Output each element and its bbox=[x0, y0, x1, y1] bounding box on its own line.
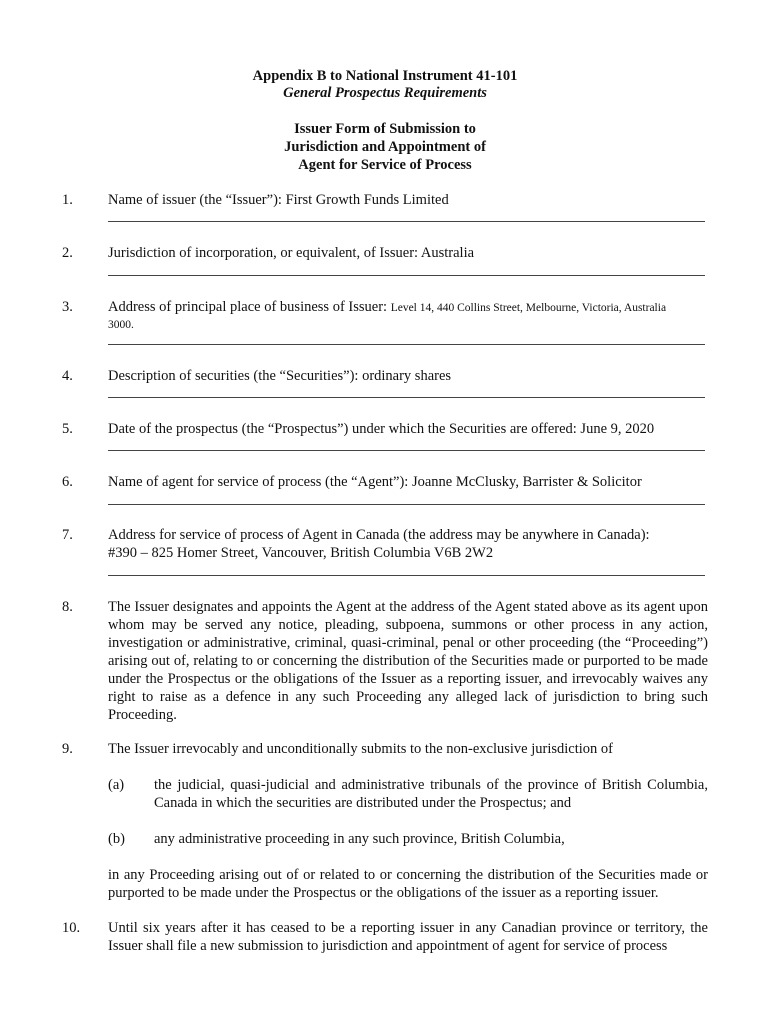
item-label: Name of agent for service of process (the “Agent”): bbox=[108, 474, 412, 490]
fill-line bbox=[108, 504, 705, 505]
issuer-name-value: First Growth Funds Limited bbox=[285, 192, 449, 208]
item-number: 9. bbox=[62, 741, 73, 757]
item-number: 8. bbox=[62, 599, 73, 615]
item-number: 1. bbox=[62, 192, 73, 208]
fill-line bbox=[108, 344, 705, 345]
agent-address-value: #390 – 825 Homer Street, Vancouver, British Columbia V6B 2W2 bbox=[108, 545, 494, 561]
fill-line bbox=[108, 221, 705, 222]
appendix-subheading: General Prospectus Requirements bbox=[283, 85, 487, 101]
jurisdiction-value: Australia bbox=[420, 245, 475, 261]
item-9-tail: in any Proceeding arising out of or related to or concerning the distribution of the Securities made or purported to be made under the Prospectus or the obligations of the issuer as a reporting issuer. bbox=[108, 867, 708, 901]
form-title-line-3: Agent for Service of Process bbox=[298, 157, 472, 173]
item-number: 10. bbox=[62, 920, 81, 936]
subitem-text: any administrative proceeding in any such province, British Columbia, bbox=[154, 831, 565, 847]
form-title-line-1: Issuer Form of Submission to bbox=[294, 121, 476, 137]
fill-line bbox=[108, 275, 705, 276]
item-label: Name of issuer (the “Issuer”): bbox=[108, 192, 286, 208]
subitem-label: (b) bbox=[108, 831, 125, 847]
item-9-text: The Issuer irrevocably and unconditionally submits to the non-exclusive jurisdiction of bbox=[108, 741, 613, 757]
prospectus-date-value: June 9, 2020 bbox=[580, 421, 655, 437]
agent-name-value: Joanne McClusky, Barrister & Solicitor bbox=[411, 474, 642, 490]
item-number: 6. bbox=[62, 474, 73, 490]
fill-line bbox=[108, 397, 705, 398]
fill-line bbox=[108, 450, 705, 451]
subitem-label: (a) bbox=[108, 777, 125, 793]
item-label: Description of securities (the “Securities”): bbox=[108, 368, 363, 384]
item-number: 3. bbox=[62, 299, 73, 315]
item-number: 2. bbox=[62, 245, 73, 261]
securities-value: ordinary shares bbox=[362, 368, 452, 384]
address-value-cont: 3000. bbox=[108, 319, 134, 331]
item-8-text: The Issuer designates and appoints the Agent at the address of the Agent stated above as its agent upon whom may be served any notice, pleading, subpoena, summons or other process in any action, investigation or administrative, criminal, quasi-criminal, penal or other proceeding (the “Proceeding”) arising out of, relating to or concerning the distribution of the Securities made or purported to be made under the Prospectus or the obligations of the Issuer as a reporting issuer, and irrevocably waives any right to raise as a defence in any such Proceeding any alleged lack of jurisdiction to bring such Proceeding. bbox=[108, 599, 708, 723]
item-number: 5. bbox=[62, 421, 73, 437]
item-10-text: Until six years after it has ceased to be a reporting issuer in any Canadian province or territory, the Issuer shall file a new submission to jurisdiction and appointment of agent for service of process bbox=[108, 920, 708, 954]
subitem-text: the judicial, quasi-judicial and administrative tribunals of the province of British Columbia, Canada in which the securities are distributed under the Prospectus; and bbox=[154, 777, 708, 811]
item-label: Date of the prospectus (the “Prospectus”) under which the Securities are offered: bbox=[108, 421, 581, 437]
item-number: 4. bbox=[62, 368, 73, 384]
address-value: Level 14, 440 Collins Street, Melbourne, Victoria, Australia bbox=[390, 302, 667, 314]
item-label: Jurisdiction of incorporation, or equivalent, of Issuer: bbox=[108, 245, 421, 261]
form-title-line-2: Jurisdiction and Appointment of bbox=[284, 139, 486, 155]
item-label: Address for service of process of Agent in Canada (the address may be anywhere in Canada): bbox=[108, 527, 650, 543]
appendix-heading: Appendix B to National Instrument 41-101 bbox=[252, 68, 518, 84]
item-label: Address of principal place of business of Issuer: bbox=[108, 299, 391, 315]
fill-line bbox=[108, 575, 705, 576]
item-number: 7. bbox=[62, 527, 73, 543]
